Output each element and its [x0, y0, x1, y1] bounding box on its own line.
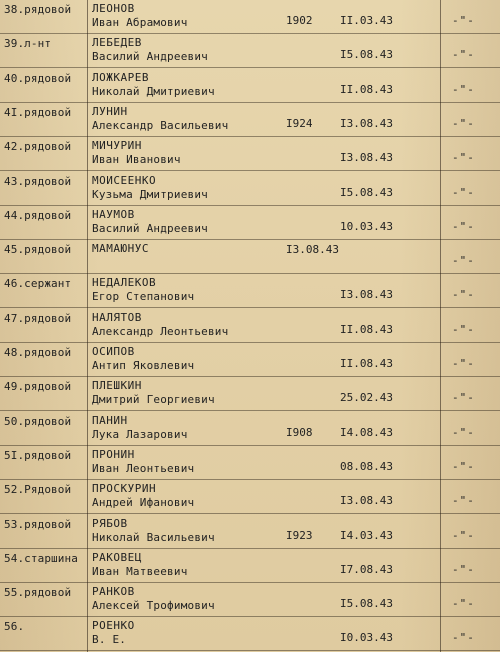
rank-number: 5I.рядовой — [4, 448, 72, 462]
ditto-mark: -"- — [452, 185, 475, 199]
surname: РЯБОВ — [92, 516, 128, 530]
rank-number: 56. — [4, 620, 25, 634]
list-item — [0, 0, 500, 34]
given-name: Дмитрий Георгиевич — [92, 393, 215, 407]
given-name: Иван Абрамович — [92, 16, 188, 29]
ditto-mark: -"- — [452, 82, 475, 96]
ditto-mark: -"- — [452, 116, 475, 130]
given-name: Антип Яковлевич — [92, 359, 195, 372]
date: I3.08.43 — [340, 288, 393, 302]
birth-year: I908 — [286, 425, 313, 439]
given-name: Александр Васильевич — [92, 118, 229, 132]
surname: ЛОЖКАРЕВ — [92, 70, 149, 84]
surname: ПРОНИН — [92, 447, 135, 461]
given-name: В. Е. — [92, 633, 127, 647]
birth-year: 1902 — [286, 14, 313, 27]
date: I3.08.43 — [340, 494, 393, 508]
date: 08.08.43 — [340, 459, 393, 473]
ditto-mark: -"- — [452, 391, 475, 405]
date: I5.08.43 — [340, 48, 393, 62]
rank-number: 49.рядовой — [4, 380, 72, 394]
date: II.03.43 — [340, 14, 393, 27]
surname: ЛУНИН — [92, 104, 128, 118]
given-name: Иван Иванович — [92, 153, 181, 167]
given-name: Александр Леонтьевич — [92, 324, 229, 338]
date: 10.03.43 — [340, 219, 393, 233]
date: I3.08.43 — [340, 116, 393, 130]
rank-number: 47.рядовой — [4, 311, 72, 325]
rank-number: 54.старшина — [4, 551, 78, 565]
date: 25.02.43 — [340, 391, 393, 405]
rank-number: 38.рядовой — [4, 3, 72, 16]
surname: НАЛЯТОВ — [92, 310, 142, 324]
rank-number: 40.рядовой — [4, 71, 72, 85]
list-item — [0, 377, 500, 411]
rank-number: 46.сержант — [4, 277, 72, 291]
surname: НЕДАЛЕКОВ — [92, 276, 157, 290]
surname: МОИСЕЕНКО — [92, 173, 157, 187]
ditto-mark: -"- — [452, 459, 475, 473]
given-name: Николай Дмитриевич — [92, 84, 215, 98]
date: II.08.43 — [340, 322, 393, 336]
list-item — [0, 69, 500, 103]
rank-number: 43.рядовой — [4, 174, 72, 188]
given-name: Иван Леонтьевич — [92, 461, 195, 475]
given-name: Иван Матвеевич — [92, 564, 188, 578]
ditto-mark: -"- — [452, 597, 475, 611]
ditto-mark: -"- — [452, 494, 475, 508]
surname: ЛЕОНОВ — [92, 2, 135, 15]
ditto-mark: -"- — [452, 322, 475, 336]
list-item — [0, 103, 500, 137]
list-item — [0, 172, 500, 206]
list-item — [0, 480, 500, 514]
date: I5.08.43 — [340, 185, 393, 199]
rank-number: 50.рядовой — [4, 414, 72, 428]
ditto-mark: -"- — [452, 48, 475, 62]
given-name: Василий Андреевич — [92, 221, 208, 235]
surname: ОСИПОВ — [92, 345, 135, 358]
surname: МИЧУРИН — [92, 139, 142, 153]
rank-number: 4I.рядовой — [4, 105, 72, 119]
list-item — [0, 240, 500, 274]
ditto-mark: -"- — [452, 562, 475, 576]
list-item — [0, 343, 500, 377]
list-item — [0, 34, 500, 68]
row-divider — [0, 650, 500, 651]
given-name: Андрей Ифанович — [92, 496, 195, 510]
ditto-mark: -"- — [452, 254, 475, 268]
given-name: Василий Андреевич — [92, 50, 208, 64]
list-item — [0, 549, 500, 583]
surname: ПАНИН — [92, 413, 128, 427]
date: I7.08.43 — [340, 562, 393, 576]
list-item — [0, 617, 500, 651]
list-item — [0, 206, 500, 240]
date: I3.08.43 — [286, 243, 339, 257]
rank-number: 55.рядовой — [4, 586, 72, 600]
date: I4.08.43 — [340, 425, 393, 439]
ditto-mark: -"- — [452, 14, 475, 27]
ditto-mark: -"- — [452, 528, 475, 542]
birth-year: I924 — [286, 116, 313, 130]
ditto-mark: -"- — [452, 151, 475, 165]
rank-number: 48.рядовой — [4, 346, 72, 359]
rank-number: 42.рядовой — [4, 140, 72, 154]
surname: ПРОСКУРИН — [92, 482, 157, 496]
list-item — [0, 583, 500, 617]
surname: МАМАЮНУС — [92, 242, 149, 256]
surname: РАНКОВ — [92, 585, 135, 599]
list-item — [0, 137, 500, 171]
given-name: Егор Степанович — [92, 290, 195, 304]
given-name: Кузьма Дмитриевич — [92, 187, 208, 201]
given-name: Алексей Трофимович — [92, 599, 215, 613]
date: I3.08.43 — [340, 151, 393, 165]
date: I0.03.43 — [340, 631, 393, 645]
list-item — [0, 309, 500, 343]
date: II.08.43 — [340, 357, 393, 370]
rank-number: 44.рядовой — [4, 208, 72, 222]
surname: ЛЕБЕДЕВ — [92, 36, 142, 50]
ditto-mark: -"- — [452, 425, 475, 439]
given-name: Николай Васильевич — [92, 530, 215, 544]
list-item — [0, 446, 500, 480]
surname: РАКОВЕЦ — [92, 550, 142, 564]
surname: НАУМОВ — [92, 207, 135, 221]
given-name: Лука Лазарович — [92, 427, 188, 441]
rank-number: 39.л-нт — [4, 37, 52, 51]
list-item — [0, 412, 500, 446]
surname: РОЕНКО — [92, 619, 135, 633]
date: I4.03.43 — [340, 528, 393, 542]
rank-number: 45.рядовой — [4, 243, 72, 257]
list-item — [0, 274, 500, 308]
list-item — [0, 515, 500, 549]
birth-year: I923 — [286, 528, 313, 542]
rank-number: 53.рядовой — [4, 517, 72, 531]
ditto-mark: -"- — [452, 357, 475, 370]
ditto-mark: -"- — [452, 631, 475, 645]
date: I5.08.43 — [340, 597, 393, 611]
surname: ПЛЕШКИН — [92, 379, 142, 393]
rank-number: 52.Рядовой — [4, 483, 72, 497]
date: II.08.43 — [340, 82, 393, 96]
ditto-mark: -"- — [452, 288, 475, 302]
ditto-mark: -"- — [452, 219, 475, 233]
